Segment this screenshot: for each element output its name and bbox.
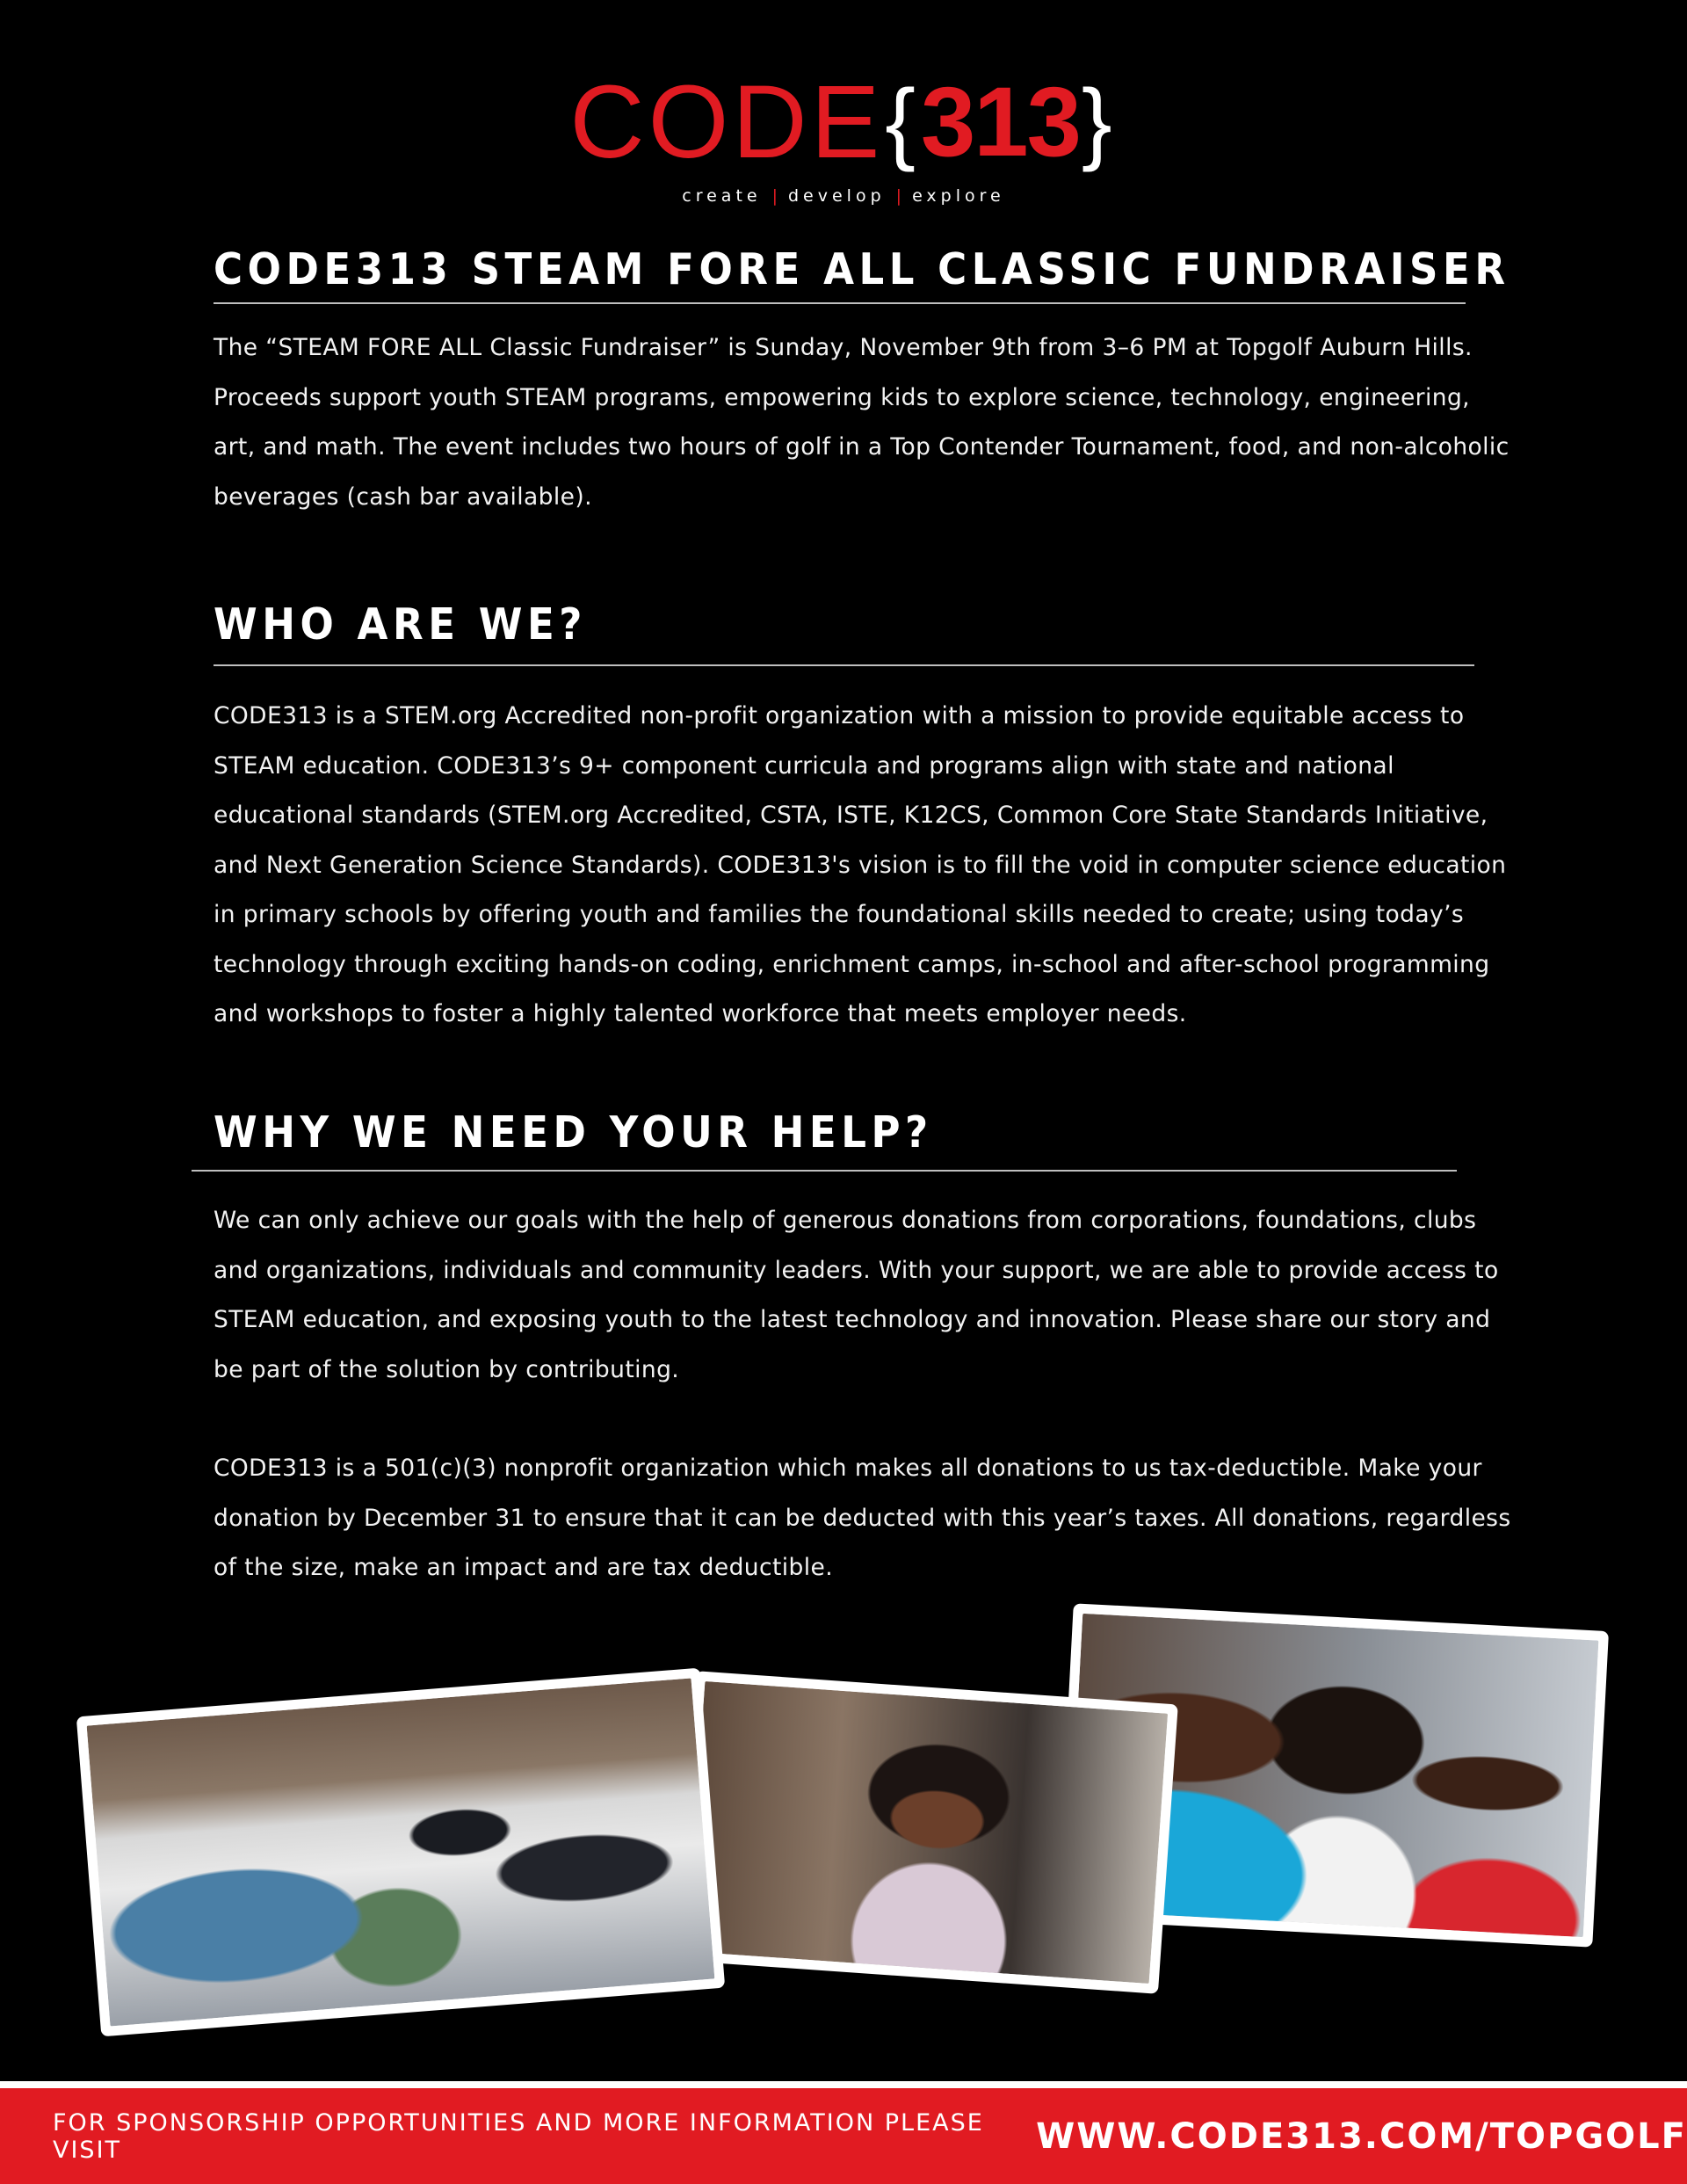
code313-logo <box>0 64 1687 206</box>
logo-wordmark <box>569 64 1117 180</box>
logo-word: CODE <box>569 64 884 180</box>
logo-tagline <box>0 186 1687 206</box>
footer-banner <box>0 2088 1687 2184</box>
section-who-are-we-body <box>214 692 1514 1040</box>
section-divider <box>214 302 1466 304</box>
section-why-help-body <box>214 1196 1514 1593</box>
section-heading: WHY WE NEED YOUR HELP? <box>214 1107 933 1157</box>
tagline-explore: explore <box>912 186 1005 206</box>
footer-divider <box>0 2081 1687 2088</box>
photo-image <box>87 1678 715 2026</box>
section-fundraiser <box>214 246 1514 294</box>
logo-brace-close: } <box>1081 71 1116 173</box>
footer-url-link[interactable]: WWW.CODE313.COM/TOPGOLF <box>1036 2115 1687 2157</box>
footer-text: FOR SPONSORSHIP OPPORTUNITIES AND MORE INFORMATION PLEASE VISIT <box>53 2108 984 2164</box>
tagline-separator: | <box>895 186 902 206</box>
photo-classroom-tablets <box>76 1668 725 2037</box>
section-who-are-we <box>214 601 1514 649</box>
tagline-create: create <box>682 186 762 206</box>
photo-image <box>686 1681 1168 1984</box>
tagline-develop: develop <box>788 186 886 206</box>
section-paragraph: CODE313 is a 501(c)(3) nonprofit organization which makes all donations to us tax-deductible. Make your donation by December 31 to ensure that it can be deducted with this year’s taxes. All donations, regardless of the size, make an impact and are tax deductible. <box>214 1455 1511 1581</box>
section-why-help <box>214 1109 1514 1157</box>
logo-brace-open: { <box>885 71 920 173</box>
section-paragraph: We can only achieve our goals with the help of generous donations from corporations, foundations, clubs and organizations, individuals and community leaders. With your support, we are able to provide access to STEAM education, and exposing youth to the latest technology and innovation. Please share our story and be part of the solution by contributing. <box>214 1207 1499 1383</box>
section-paragraph: The “STEAM FORE ALL Classic Fundraiser” is Sunday, November 9th from 3–6 PM at Topgolf Auburn Hills. Proceeds support youth STEAM programs, empowering kids to explore science, technology, engineering, art, and math. The event includes two hours of golf in a Top Contender Tournament, food, and non-alcoholic beverages (cash bar available). <box>214 334 1510 511</box>
section-paragraph: CODE313 is a STEM.org Accredited non-profit organization with a mission to provide equitable access to STEAM education. CODE313’s 9+ component curricula and programs align with state and national educational standards (STEM.org Accredited, CSTA, ISTE, K12CS, Common Core State Standards Initiative, and Next Generation Science Standards). CODE313's vision is to fill the void in computer science education in primary schools by offering youth and families the foundational skills needed to create; using today’s technology through exciting hands-on coding, enrichment camps, in-school and after-school programming and workshops to foster a highly talented workforce that meets employer needs. <box>214 702 1507 1027</box>
section-fundraiser-body <box>214 323 1514 522</box>
section-divider <box>192 1170 1457 1172</box>
section-heading: WHO ARE WE? <box>214 599 587 649</box>
photo-girl-smiling <box>676 1671 1178 1994</box>
tagline-separator: | <box>771 186 778 206</box>
logo-number: 313 <box>921 67 1080 177</box>
section-heading: CODE313 STEAM FORE ALL CLASSIC FUNDRAISER <box>214 244 1510 294</box>
section-divider <box>214 664 1474 666</box>
